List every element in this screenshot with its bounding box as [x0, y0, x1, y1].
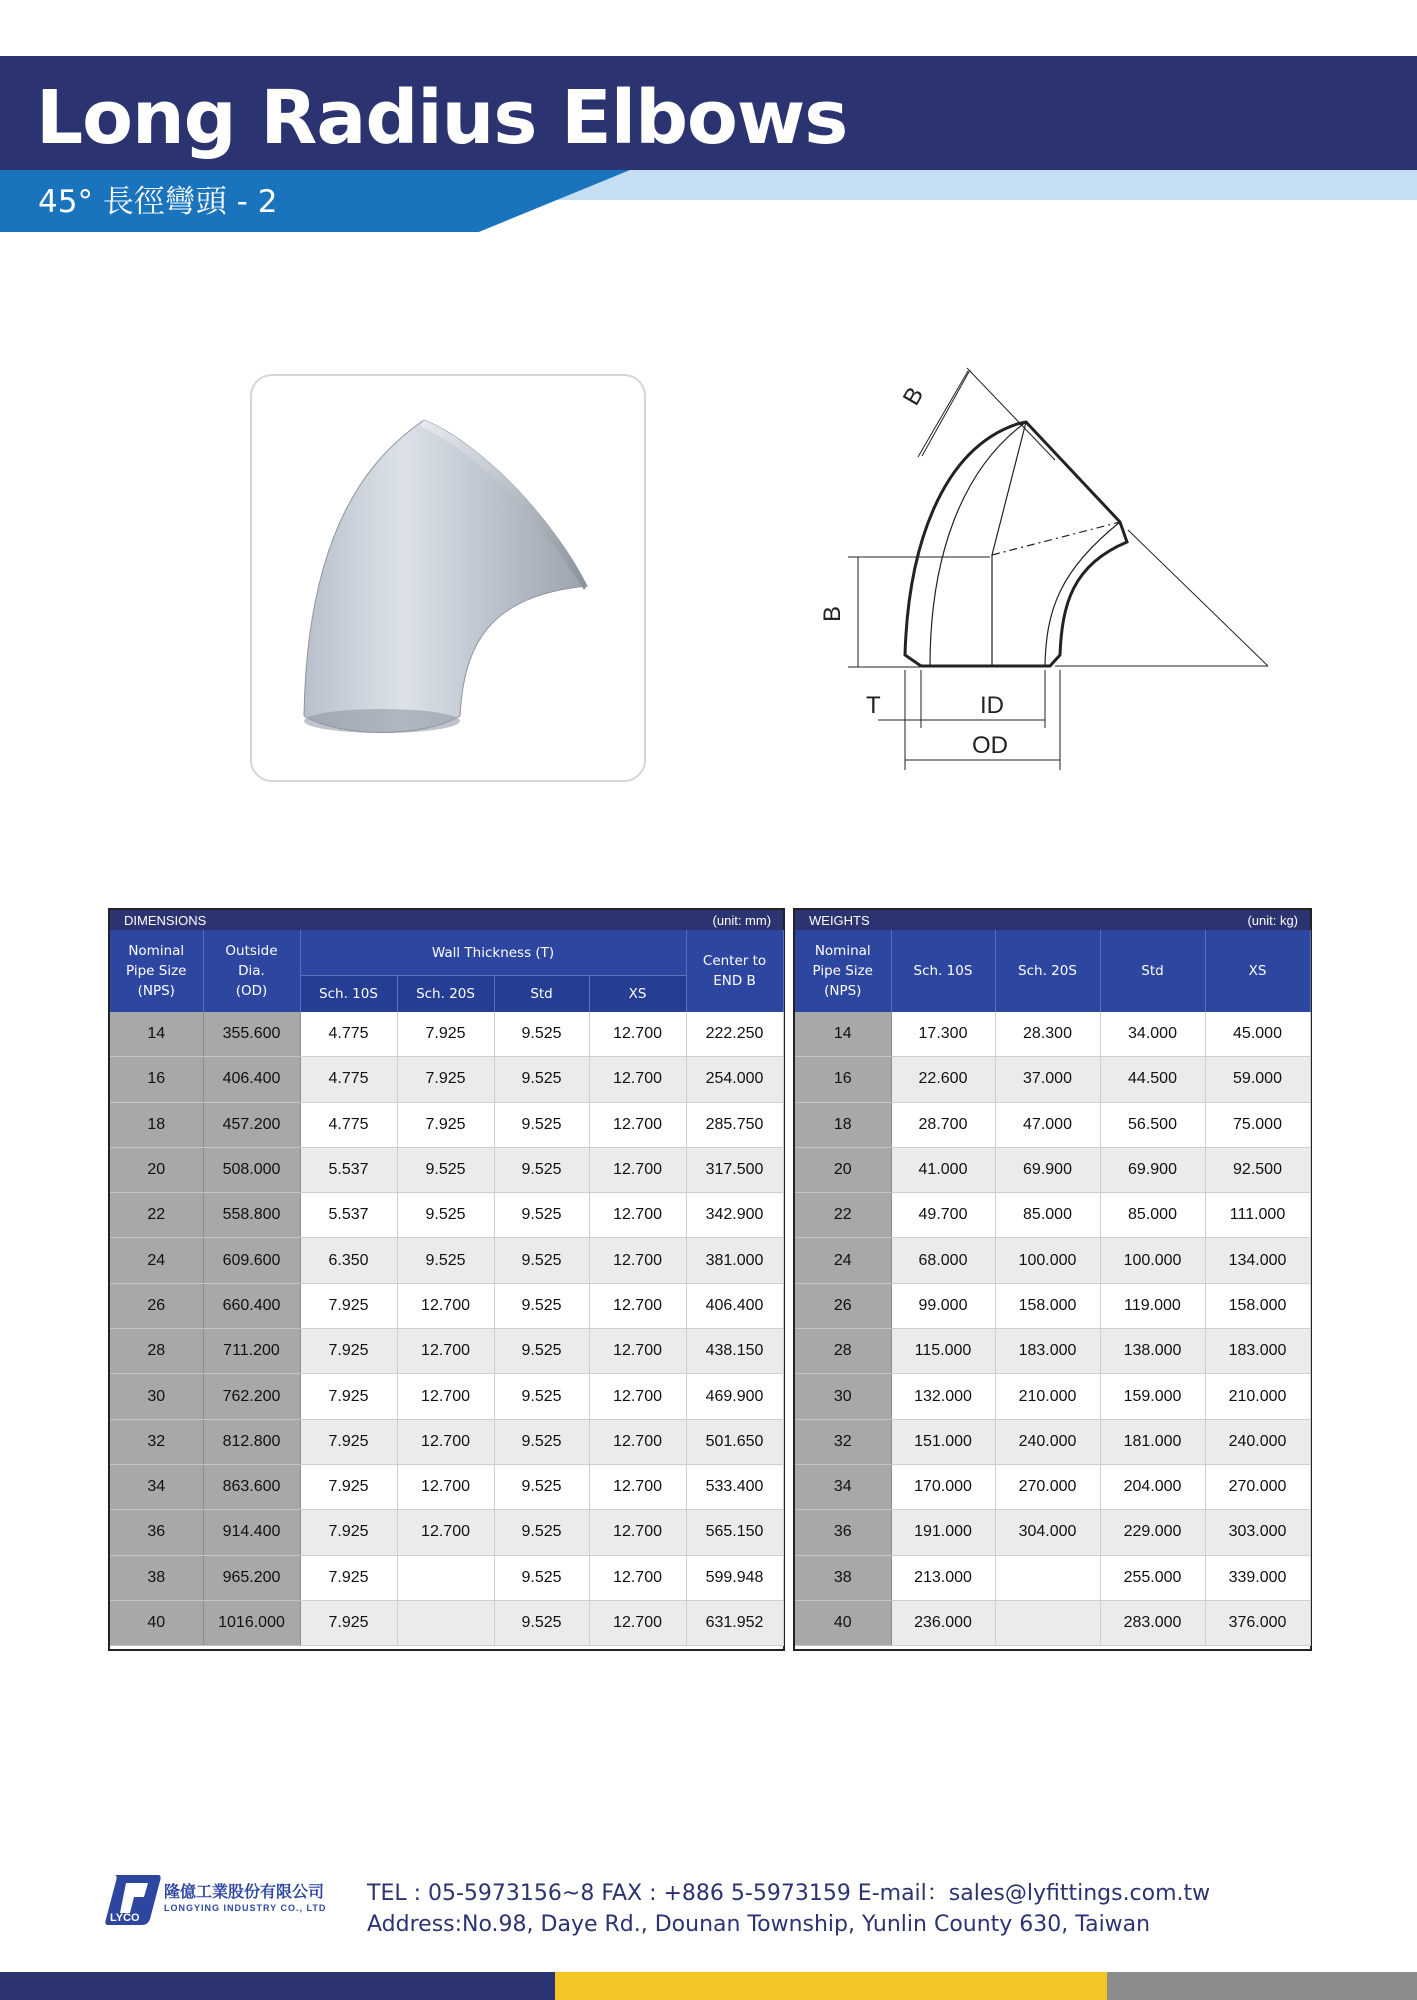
table-cell: 30: [110, 1374, 203, 1419]
table-row: [110, 1464, 783, 1509]
table-cell: 20: [795, 1147, 891, 1192]
table-cell: 240.000: [995, 1419, 1100, 1464]
table-cell: 406.400: [686, 1283, 783, 1328]
table-cell: 631.952: [686, 1600, 783, 1645]
table-cell: 132.000: [891, 1374, 995, 1419]
table-row: [795, 1057, 1310, 1102]
table-cell: 4.775: [300, 1102, 397, 1147]
svg-text:LYCO: LYCO: [110, 1912, 140, 1924]
table-cell: 181.000: [1100, 1419, 1205, 1464]
table-cell: 183.000: [995, 1329, 1100, 1374]
table-cell: 26: [110, 1283, 203, 1328]
table-cell: 45.000: [1205, 1012, 1310, 1057]
company-name-zh: 隆億工業股份有限公司: [164, 1882, 325, 1901]
table-cell: 34: [110, 1464, 203, 1509]
table-cell: 68.000: [891, 1238, 995, 1283]
table-cell: 6.350: [300, 1238, 397, 1283]
table-cell: 7.925: [300, 1329, 397, 1374]
table-cell: 12.700: [397, 1374, 494, 1419]
table-cell: 151.000: [891, 1419, 995, 1464]
table-cell: 12.700: [589, 1374, 686, 1419]
table-cell: 26: [795, 1283, 891, 1328]
table-cell: 28: [110, 1329, 203, 1374]
table-cell: 9.525: [494, 1283, 589, 1328]
table-cell: 22.600: [891, 1057, 995, 1102]
table-cell: 9.525: [397, 1193, 494, 1238]
wt-col-header-sch20s: Sch. 20S: [995, 930, 1100, 1012]
table-cell: 7.925: [397, 1057, 494, 1102]
table-cell: 965.200: [203, 1555, 300, 1600]
table-cell: 9.525: [494, 1600, 589, 1645]
table-cell: 236.000: [891, 1600, 995, 1645]
table-cell: 609.600: [203, 1238, 300, 1283]
table-row: [110, 1147, 783, 1192]
table-cell: 36: [795, 1510, 891, 1555]
table-cell: 100.000: [995, 1238, 1100, 1283]
table-cell: 170.000: [891, 1464, 995, 1509]
table-cell: 533.400: [686, 1464, 783, 1509]
table-cell: 12.700: [589, 1419, 686, 1464]
col-header-nps: Nominal Pipe Size (NPS): [110, 930, 203, 1012]
table-cell: 204.000: [1100, 1464, 1205, 1509]
table-cell: 12.700: [589, 1600, 686, 1645]
table-cell: 24: [110, 1238, 203, 1283]
table-cell: 5.537: [300, 1193, 397, 1238]
table-cell: 24: [795, 1238, 891, 1283]
table-row: [795, 1555, 1310, 1600]
table-cell: 9.525: [494, 1238, 589, 1283]
weights-caption: WEIGHTS: [809, 912, 870, 928]
table-cell: 711.200: [203, 1329, 300, 1374]
table-cell: 119.000: [1100, 1283, 1205, 1328]
col-header-xs: XS: [589, 976, 686, 1013]
table-row: [110, 1374, 783, 1419]
table-cell: 9.525: [494, 1102, 589, 1147]
table-row: [795, 1329, 1310, 1374]
table-cell: 183.000: [1205, 1329, 1310, 1374]
table-row: [110, 1012, 783, 1057]
table-cell: 12.700: [397, 1419, 494, 1464]
table-cell: 210.000: [1205, 1374, 1310, 1419]
table-cell: 56.500: [1100, 1102, 1205, 1147]
weights-unit: (unit: kg): [1247, 912, 1299, 928]
table-cell: 28.700: [891, 1102, 995, 1147]
table-cell: 7.925: [300, 1555, 397, 1600]
table-row: [110, 1600, 783, 1645]
table-cell: 381.000: [686, 1238, 783, 1283]
col-header-od: Outside Dia. (OD): [203, 930, 300, 1012]
dimensions-table: [108, 908, 785, 1651]
table-cell: 18: [110, 1102, 203, 1147]
table-cell: 158.000: [1205, 1283, 1310, 1328]
elbow-image: [252, 376, 644, 780]
table-cell: 28.300: [995, 1012, 1100, 1057]
table-cell: 40: [110, 1600, 203, 1645]
table-cell: 18: [795, 1102, 891, 1147]
table-cell: 12.700: [589, 1464, 686, 1509]
weights-table: [793, 908, 1312, 1651]
table-cell: 4.775: [300, 1012, 397, 1057]
table-cell: 9.525: [494, 1374, 589, 1419]
table-cell: 115.000: [891, 1329, 995, 1374]
table-cell: 1016.000: [203, 1600, 300, 1645]
table-cell: 12.700: [589, 1555, 686, 1600]
table-cell: 12.700: [589, 1193, 686, 1238]
table-cell: 191.000: [891, 1510, 995, 1555]
table-cell: 16: [795, 1057, 891, 1102]
table-cell: 36: [110, 1510, 203, 1555]
table-row: [110, 1555, 783, 1600]
table-row: [795, 1012, 1310, 1057]
table-cell: 254.000: [686, 1057, 783, 1102]
table-cell: 9.525: [494, 1510, 589, 1555]
table-row: [795, 1283, 1310, 1328]
table-cell: 12.700: [589, 1147, 686, 1192]
table-cell: 12.700: [397, 1510, 494, 1555]
table-cell: 303.000: [1205, 1510, 1310, 1555]
table-cell: 158.000: [995, 1283, 1100, 1328]
table-cell: 7.925: [300, 1600, 397, 1645]
table-cell: 69.900: [1100, 1147, 1205, 1192]
table-cell: 32: [795, 1419, 891, 1464]
table-cell: 812.800: [203, 1419, 300, 1464]
table-cell: 7.925: [300, 1374, 397, 1419]
label-id: ID: [980, 692, 1004, 719]
product-photo: [250, 374, 646, 782]
table-cell: 285.750: [686, 1102, 783, 1147]
table-cell: 41.000: [891, 1147, 995, 1192]
table-cell: 7.925: [300, 1510, 397, 1555]
table-cell: 17.300: [891, 1012, 995, 1057]
table-cell: 229.000: [1100, 1510, 1205, 1555]
dimensions-unit: (unit: mm): [712, 912, 772, 928]
table-cell: 501.650: [686, 1419, 783, 1464]
table-cell: 12.700: [397, 1329, 494, 1374]
table-cell: 863.600: [203, 1464, 300, 1509]
label-t: T: [866, 692, 881, 719]
table-row: [795, 1374, 1310, 1419]
table-cell: [397, 1555, 494, 1600]
table-cell: 34: [795, 1464, 891, 1509]
company-logo: [104, 1871, 327, 1934]
label-b-side: B: [819, 605, 846, 622]
wt-col-header-xs: XS: [1205, 930, 1310, 1012]
page-title: Long Radius Elbows: [36, 75, 848, 161]
table-cell: 28: [795, 1329, 891, 1374]
table-cell: 9.525: [494, 1193, 589, 1238]
table-cell: 111.000: [1205, 1193, 1310, 1238]
table-row: [795, 1102, 1310, 1147]
dimensions-caption: DIMENSIONS: [124, 912, 207, 928]
table-row: [110, 1057, 783, 1102]
table-cell: 14: [795, 1012, 891, 1057]
table-cell: 7.925: [300, 1464, 397, 1509]
table-row: [110, 1510, 783, 1555]
lyco-logo-icon: [104, 1871, 162, 1929]
table-row: [795, 1510, 1310, 1555]
table-row: [795, 1419, 1310, 1464]
table-cell: 138.000: [1100, 1329, 1205, 1374]
footer-bar-gray: [1107, 1972, 1417, 2000]
table-cell: 5.537: [300, 1147, 397, 1192]
table-cell: 7.925: [397, 1012, 494, 1057]
wt-col-header-nps: Nominal Pipe Size (NPS): [795, 930, 891, 1012]
table-cell: 14: [110, 1012, 203, 1057]
table-cell: 12.700: [397, 1464, 494, 1509]
page-subtitle: 45° 長徑彎頭 - 2: [38, 184, 278, 220]
table-cell: 12.700: [589, 1329, 686, 1374]
table-cell: 339.000: [1205, 1555, 1310, 1600]
table-cell: 9.525: [494, 1464, 589, 1509]
table-cell: 92.500: [1205, 1147, 1310, 1192]
table-cell: 12.700: [589, 1283, 686, 1328]
footer-bar-yellow: [555, 1972, 1107, 2000]
wt-col-header-sch10s: Sch. 10S: [891, 930, 995, 1012]
company-address: Address:No.98, Daye Rd., Dounan Township, Yunlin County 630, Taiwan: [367, 1912, 1151, 1937]
table-cell: 210.000: [995, 1374, 1100, 1419]
table-cell: 9.525: [494, 1419, 589, 1464]
footer-bar-navy: [0, 1972, 555, 2000]
weights-body: [795, 1012, 1310, 1646]
table-cell: 49.700: [891, 1193, 995, 1238]
table-cell: 30: [795, 1374, 891, 1419]
table-cell: 255.000: [1100, 1555, 1205, 1600]
company-name-en: LONGYING INDUSTRY CO., LTD: [164, 1903, 327, 1913]
table-cell: 37.000: [995, 1057, 1100, 1102]
table-cell: [995, 1555, 1100, 1600]
table-cell: 159.000: [1100, 1374, 1205, 1419]
table-row: [110, 1419, 783, 1464]
table-cell: 59.000: [1205, 1057, 1310, 1102]
table-cell: 4.775: [300, 1057, 397, 1102]
table-row: [795, 1147, 1310, 1192]
table-cell: 317.500: [686, 1147, 783, 1192]
table-cell: 7.925: [300, 1419, 397, 1464]
table-cell: 44.500: [1100, 1057, 1205, 1102]
table-cell: 270.000: [995, 1464, 1100, 1509]
table-cell: 12.700: [397, 1283, 494, 1328]
table-cell: 12.700: [589, 1238, 686, 1283]
table-row: [795, 1238, 1310, 1283]
table-cell: 38: [795, 1555, 891, 1600]
col-header-sch20s: Sch. 20S: [397, 976, 494, 1013]
table-cell: 134.000: [1205, 1238, 1310, 1283]
table-row: [795, 1464, 1310, 1509]
table-cell: 12.700: [589, 1057, 686, 1102]
table-cell: 40: [795, 1600, 891, 1645]
label-b-top: B: [897, 382, 930, 410]
table-cell: 12.700: [589, 1102, 686, 1147]
col-header-std: Std: [494, 976, 589, 1013]
table-row: [110, 1193, 783, 1238]
col-header-wall-thickness: Wall Thickness (T): [300, 930, 686, 976]
table-cell: [397, 1600, 494, 1645]
table-cell: [995, 1600, 1100, 1645]
table-cell: 342.900: [686, 1193, 783, 1238]
table-cell: 9.525: [397, 1238, 494, 1283]
table-cell: 457.200: [203, 1102, 300, 1147]
table-cell: 9.525: [494, 1555, 589, 1600]
table-cell: 565.150: [686, 1510, 783, 1555]
table-cell: 9.525: [494, 1057, 589, 1102]
dimensions-body: [110, 1012, 783, 1646]
wt-col-header-std: Std: [1100, 930, 1205, 1012]
table-cell: 9.525: [494, 1329, 589, 1374]
table-cell: 7.925: [300, 1283, 397, 1328]
col-header-center-to-end: Center to END B: [686, 930, 783, 1012]
table-cell: 376.000: [1205, 1600, 1310, 1645]
table-cell: 34.000: [1100, 1012, 1205, 1057]
table-cell: 270.000: [1205, 1464, 1310, 1509]
table-cell: 283.000: [1100, 1600, 1205, 1645]
table-cell: 9.525: [494, 1012, 589, 1057]
table-cell: 222.250: [686, 1012, 783, 1057]
table-cell: 660.400: [203, 1283, 300, 1328]
table-cell: 69.900: [995, 1147, 1100, 1192]
table-cell: 438.150: [686, 1329, 783, 1374]
table-cell: 469.900: [686, 1374, 783, 1419]
table-cell: 9.525: [494, 1147, 589, 1192]
table-cell: 75.000: [1205, 1102, 1310, 1147]
table-cell: 762.200: [203, 1374, 300, 1419]
table-cell: 406.400: [203, 1057, 300, 1102]
table-row: [795, 1193, 1310, 1238]
table-cell: 32: [110, 1419, 203, 1464]
table-cell: 914.400: [203, 1510, 300, 1555]
table-cell: 304.000: [995, 1510, 1100, 1555]
table-cell: 240.000: [1205, 1419, 1310, 1464]
table-row: [110, 1102, 783, 1147]
technical-drawing: [790, 360, 1290, 780]
table-cell: 355.600: [203, 1012, 300, 1057]
label-od: OD: [972, 732, 1008, 759]
table-cell: 38: [110, 1555, 203, 1600]
table-cell: 99.000: [891, 1283, 995, 1328]
table-cell: 85.000: [995, 1193, 1100, 1238]
table-cell: 12.700: [589, 1510, 686, 1555]
table-row: [795, 1600, 1310, 1645]
table-cell: 22: [110, 1193, 203, 1238]
table-cell: 9.525: [397, 1147, 494, 1192]
table-cell: 12.700: [589, 1012, 686, 1057]
contact-info: TEL : 05-5973156~8 FAX : +886 5-5973159 E-mail：sales@lyfittings.com.tw: [367, 1881, 1211, 1906]
table-cell: 16: [110, 1057, 203, 1102]
table-cell: 85.000: [1100, 1193, 1205, 1238]
table-row: [110, 1283, 783, 1328]
table-cell: 7.925: [397, 1102, 494, 1147]
table-cell: 599.948: [686, 1555, 783, 1600]
table-cell: 100.000: [1100, 1238, 1205, 1283]
table-cell: 213.000: [891, 1555, 995, 1600]
table-cell: 22: [795, 1193, 891, 1238]
table-row: [110, 1238, 783, 1283]
table-cell: 558.800: [203, 1193, 300, 1238]
table-cell: 20: [110, 1147, 203, 1192]
table-row: [110, 1329, 783, 1374]
table-cell: 508.000: [203, 1147, 300, 1192]
table-cell: 47.000: [995, 1102, 1100, 1147]
col-header-sch10s: Sch. 10S: [300, 976, 397, 1013]
